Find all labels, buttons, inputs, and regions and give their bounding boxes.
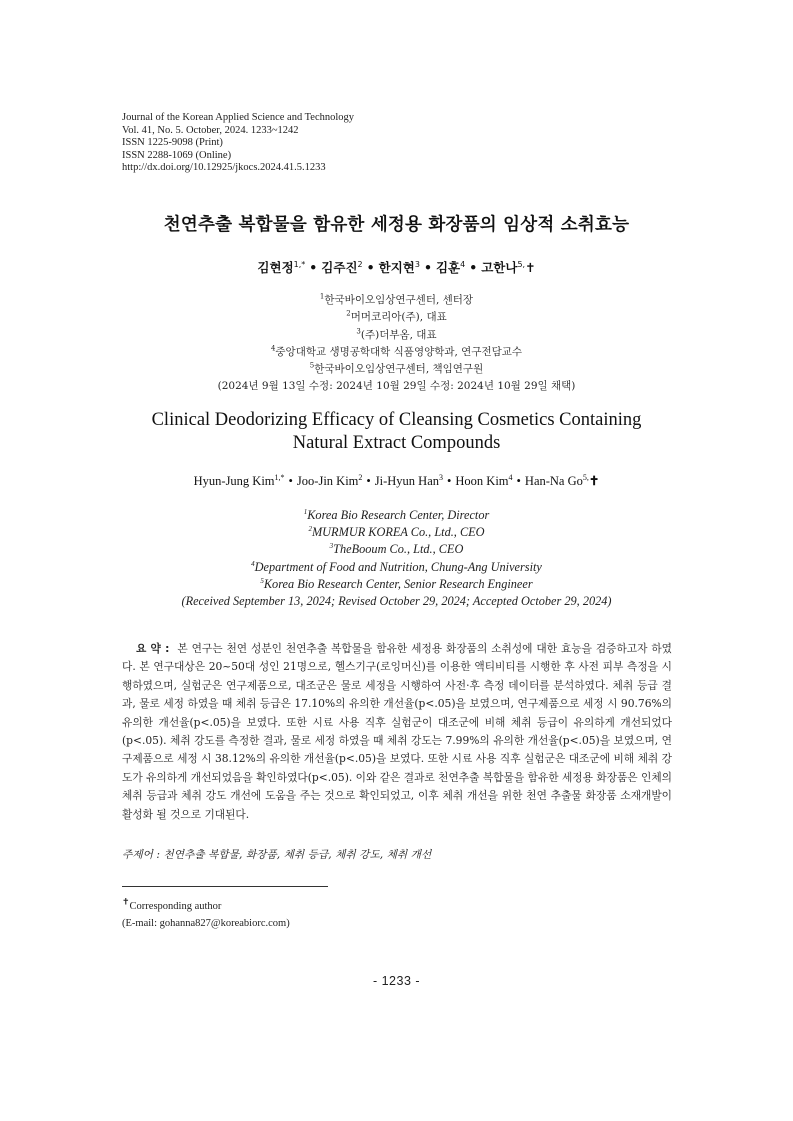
authors-english xyxy=(0,473,793,489)
keywords: 주제어 : 천연추출 복합물, 화장품, 체취 등급, 체취 강도, 체취 개선 xyxy=(122,848,432,861)
doi-link[interactable]: http://dx.doi.org/10.12925/jkocs.2024.41.5.1233 xyxy=(122,162,326,174)
author-sup: 1,* xyxy=(274,472,285,482)
author-separator: • xyxy=(516,474,521,488)
author-name: Ji-Hyun Han xyxy=(374,474,440,488)
footnote-divider xyxy=(122,886,328,887)
issn-print: ISSN 1225-9098 (Print) xyxy=(122,137,223,149)
affiliation-text: 중앙대학교 생명공학대학 식품영양학과, 연구전담교수 xyxy=(275,345,523,358)
author-name: 김훈 xyxy=(435,260,461,275)
affiliation-text: 머머코리아(주), 대표 xyxy=(350,311,447,324)
affiliation-sup: 4 xyxy=(251,559,255,568)
title-english xyxy=(0,409,793,455)
affiliation-sup: 3 xyxy=(356,327,361,336)
author-sup: 3 xyxy=(414,259,420,269)
affiliation-line xyxy=(0,541,793,558)
author-sup: 4 xyxy=(508,472,513,482)
author-sup: 4 xyxy=(460,259,466,269)
issn-online: ISSN 2288-1069 (Online) xyxy=(122,149,232,161)
page-number: - 1233 - xyxy=(372,974,421,988)
affiliation-line xyxy=(0,344,793,361)
affiliations-english xyxy=(0,507,793,610)
author-name: 김현정 xyxy=(257,260,294,275)
affiliation-sup: 1 xyxy=(319,292,325,301)
title-korean: 천연추출 복합물을 함유한 세정용 화장품의 임상적 소취효능 xyxy=(163,215,630,235)
affiliation-text: MURMUR KOREA Co., Ltd., CEO xyxy=(311,525,485,540)
affiliation-sup: 3 xyxy=(329,542,334,551)
journal-name: Journal of the Korean Applied Science and Technology xyxy=(122,112,355,123)
corresponding-author-label: Corresponding author xyxy=(129,901,222,912)
author-name: Hyun-Jung Kim xyxy=(193,474,275,488)
affiliation-sup: 2 xyxy=(346,309,351,318)
affiliation-sup: 5 xyxy=(260,576,264,585)
author-sup: 1,* xyxy=(293,259,306,269)
author-name: Han-Na Go xyxy=(524,474,583,488)
authors-korean xyxy=(0,258,793,276)
author-separator: • xyxy=(366,474,371,488)
author-name: Hoon Kim xyxy=(455,474,509,488)
author-sup: 3 xyxy=(439,472,444,482)
title-english-line: Natural Extract Compounds xyxy=(292,433,501,453)
affiliation-line xyxy=(0,309,793,326)
journal-volume: Vol. 41, No. 5. October, 2024. 1233~1242 xyxy=(122,124,299,136)
affiliation-line xyxy=(0,361,793,378)
affiliation-line xyxy=(0,327,793,344)
affiliation-line xyxy=(0,524,793,541)
author-sup: 2 xyxy=(357,259,363,269)
dates-english: (Received September 13, 2024; Revised October 29, 2024; Accepted October 29, 2024) xyxy=(181,594,612,609)
affiliation-sup: 4 xyxy=(270,344,276,353)
dagger-icon: ✝ xyxy=(525,260,536,275)
author-separator: • xyxy=(288,474,293,488)
footnote xyxy=(122,898,290,932)
author-separator: • xyxy=(469,260,478,275)
affiliation-text: Korea Bio Research Center, Senior Research Engineer xyxy=(263,576,533,591)
affiliation-line xyxy=(0,559,793,576)
author-separator: • xyxy=(309,260,318,275)
affiliation-text: Korea Bio Research Center, Director xyxy=(307,508,490,522)
journal-header xyxy=(122,112,354,175)
author-sup: 5, xyxy=(517,259,526,269)
corresponding-author-line xyxy=(122,898,290,915)
dagger-icon: ✝ xyxy=(122,896,130,907)
affiliation-line xyxy=(0,507,793,524)
affiliation-text: Department of Food and Nutrition, Chung-Ang University xyxy=(254,559,542,574)
affiliation-text: 한국바이오임상연구센터, 센터장 xyxy=(324,294,474,306)
author-sup: 2 xyxy=(358,472,363,482)
author-sup: 5, xyxy=(582,472,589,482)
author-name: 고한나 xyxy=(481,260,518,275)
affiliation-text: (주)더부옴, 대표 xyxy=(360,328,437,341)
author-name: Joo-Jin Kim xyxy=(296,474,359,488)
affiliations-korean xyxy=(0,292,793,396)
corresponding-email[interactable]: (E-mail: gohanna827@koreabiorc.com) xyxy=(122,918,290,929)
abstract-label: 요 약 : xyxy=(136,642,170,655)
author-separator: • xyxy=(366,260,375,275)
abstract-text: 본 연구는 천연 성분인 천연추출 복합물을 함유한 세정용 화장품의 소취성에 대한 효능을 검증하고자 하였다. 본 연구대상은 20~50대 성인 21명으로, 헬스기구(로잉머신)를 이용한 액티비티를 시행한 후 사전 피부 측정을 시행하였으며, 실험군은 연구제품으로, 대조군은 물로 세정을 시행하여 사전·후 측정 데이터를 분석하였다. 체취 등급 결과, 물로 세정 하였을 때 체취 등급은 17.10%의 유의한 개선율(p<.05)을 보였으며, 연구제품으로 세정 시 90.76%의 유의한 개선율(p<.05)을 보였다. 또한 시료 사용 직후 실험군이 대조군에 비해 체취 등급이 유의하게 개선되었다(p<.05). 체취 강도를 측정한 결과, 물로 세정 하였을 때 체취 강도는 7.99%의 유의한 개선율(p<.05)을 보였으며, 연구제품으로 세정 시 38.12%의 유의한 개선율(p<.05)을 보였다. 또한 시료 사용 직후 실험군은 대조군에 비해 체취 강도가 유의하게 개선되었음을 확인하였다(p<.05). 이와 같은 결과로 천연추출 복합물을 함유한 세정용 화장품은 인체의 체취 등급과 체취 강도 개선에 도움을 주는 것으로 확인되었고, 이후 체취 개선을 위한 천연 추출물 화장품 소재개발이 활성화 될 것으로 기대된다. xyxy=(122,642,672,821)
affiliation-line xyxy=(0,292,793,309)
affiliation-text: TheBooum Co., Ltd., CEO xyxy=(333,542,464,557)
dates-korean: (2024년 9월 13일 수정: 2024년 10월 29일 수정: 2024년 10월 29일 채택) xyxy=(217,380,576,393)
author-separator: • xyxy=(423,260,432,275)
author-name: 김주진 xyxy=(321,260,358,275)
title-english-line: Clinical Deodorizing Efficacy of Cleansing Cosmetics Containing xyxy=(151,410,642,430)
author-name: 한지현 xyxy=(378,260,415,275)
affiliation-line xyxy=(0,576,793,593)
dagger-icon: ✝ xyxy=(588,474,600,488)
affiliation-sup: 5 xyxy=(309,361,315,370)
affiliation-sup: 2 xyxy=(308,525,312,534)
affiliation-sup: 1 xyxy=(303,507,308,516)
author-separator: • xyxy=(447,474,452,488)
affiliation-text: 한국바이오임상연구센터, 책임연구원 xyxy=(314,363,484,376)
abstract xyxy=(122,640,672,824)
